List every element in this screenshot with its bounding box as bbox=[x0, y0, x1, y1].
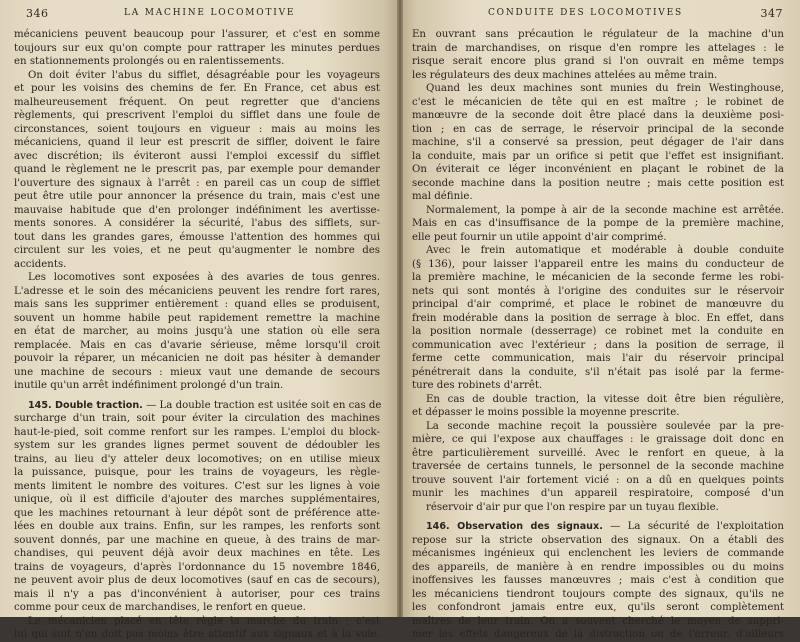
line-text: mer les effets dangereux de la distraction ou de l'erreur, d'ailleurs bbox=[412, 629, 784, 640]
line-text: tout dans les grandes gares, émousse l'attention des hommes qui bbox=[14, 231, 380, 243]
line-text: mal définie. bbox=[412, 191, 473, 202]
line-text: malheureusement fréquent. On peut regretter que d'anciens bbox=[14, 96, 380, 108]
line-text: ne peuvent avoir plus de deux locomotives (sauf en cas de secours), bbox=[14, 575, 380, 586]
text-line bbox=[412, 561, 784, 575]
text-line bbox=[14, 69, 380, 83]
line-text: des appareils, de manière à en rendre impossibles ou du moins bbox=[412, 561, 784, 573]
text-line bbox=[412, 69, 784, 83]
line-text: elle peut fournir un utile appoint d'air comprimé. bbox=[412, 231, 667, 243]
text-line bbox=[14, 615, 380, 629]
text-line bbox=[412, 190, 784, 204]
line-text: mécanismes ingénieux qui enclenchent les leviers de commande bbox=[412, 548, 784, 559]
text-line bbox=[412, 28, 784, 42]
text-line bbox=[412, 82, 784, 96]
text-line bbox=[14, 547, 380, 561]
text-line bbox=[14, 244, 380, 258]
text-line bbox=[412, 217, 784, 231]
line-text: En cas de double traction, la vitesse doit être bien régulière, bbox=[426, 393, 784, 405]
line-text: mais sans les supprimer entièrement : quand elles se produisent, bbox=[14, 299, 380, 310]
text-line bbox=[412, 534, 784, 548]
text-line bbox=[412, 615, 784, 629]
line-text: La seconde machine reçoit la poussière soulevée par la pre- bbox=[426, 420, 784, 432]
line-text: ments limitent le nombre des voitures. C'est sur les lignes à voie bbox=[14, 480, 380, 492]
line-text: une machine de secours : mieux vaut une demande de secours bbox=[14, 366, 380, 378]
line-text: L'adresse et le soin des mécaniciens peuvent les rendre fort rares, bbox=[14, 285, 380, 297]
line-text: accidents. bbox=[14, 258, 67, 270]
text-line bbox=[14, 352, 380, 366]
text-line bbox=[412, 136, 784, 150]
text-line bbox=[14, 399, 380, 413]
line-text: On doit éviter l'abus du sifflet, désagréable pour les voyageurs bbox=[28, 69, 380, 81]
text-line bbox=[412, 447, 784, 461]
line-text: tion ; en cas de serrage, le réservoir principal de la seconde bbox=[412, 123, 784, 135]
text-line bbox=[412, 312, 784, 326]
text-line bbox=[412, 123, 784, 137]
line-text: On éviterait ce léger inconvénient en plaçant le robinet de la bbox=[412, 164, 784, 175]
left-page-header bbox=[26, 7, 381, 23]
line-text: manœuvre de la seconde doit être placé dans la deuxième posi- bbox=[412, 110, 784, 121]
text-line bbox=[412, 258, 784, 272]
text-line bbox=[14, 480, 380, 494]
line-text: la première machine, le mécanicien de la seconde ferme les robi- bbox=[412, 272, 784, 283]
line-text: Quand les deux machines sont munies du frein Westinghouse, bbox=[426, 83, 784, 94]
line-text: comme pour ceux de marchandises, le renfort en queue. bbox=[14, 602, 306, 613]
line-text: avec discrétion; ils éviteront aussi l'emploi excessif du sifflet bbox=[14, 150, 380, 162]
line-text: risque serait encore plus grand si l'on ouvrait en même temps bbox=[412, 56, 784, 67]
line-text: en stationnements prolongés ou en ralentissements. bbox=[14, 56, 285, 67]
line-text: haut-le-pied, soit comme renfort sur les rampes. L'emploi du block- bbox=[14, 426, 380, 438]
text-line bbox=[14, 190, 380, 204]
line-text: communication avec l'extérieur ; dans la position de serrage, il bbox=[412, 339, 784, 351]
text-line bbox=[14, 379, 380, 393]
line-text: lées en double aux trains. Enfin, sur les rampes, les renforts sont bbox=[14, 521, 380, 532]
line-text: machine, s'il a conservé sa pression, peut dégager de l'air dans bbox=[412, 137, 784, 148]
line-text: la position normale (desserrage) ce robinet met la conduite en bbox=[412, 326, 784, 337]
left-page-body bbox=[14, 28, 380, 642]
line-text: system sur les grandes lignes permet souvent de dédoubler les bbox=[14, 440, 380, 451]
text-line bbox=[412, 231, 784, 245]
line-text: que les machines retournant à leur dépôt sont de préférence atte- bbox=[14, 507, 380, 519]
text-line bbox=[14, 258, 380, 272]
line-text: les régulateurs des deux machines attelées au même train. bbox=[412, 69, 718, 81]
line-text: Les locomotives sont exposées à des avaries de tous genres. bbox=[28, 272, 380, 283]
text-line bbox=[14, 177, 380, 191]
book-gutter bbox=[397, 0, 403, 617]
text-line bbox=[412, 433, 784, 447]
line-text: souvent un homme habile peut rapidement remettre la machine bbox=[14, 312, 380, 324]
left-page bbox=[0, 0, 400, 640]
text-line bbox=[14, 163, 380, 177]
text-line bbox=[14, 561, 380, 575]
line-text: trouve souvent l'air fortement vicié : on a dû en quelques points bbox=[412, 474, 784, 486]
text-line bbox=[412, 406, 784, 420]
text-line bbox=[412, 163, 784, 177]
line-text: principal d'air comprimé, et place le robinet de manœuvre du bbox=[412, 299, 784, 310]
text-line bbox=[14, 109, 380, 123]
line-text: en état de marcher, au moins jusqu'à une station où elle sera bbox=[14, 326, 380, 337]
text-line bbox=[412, 460, 784, 474]
line-text: mécaniciens, quand il leur est prescrit de siffler, doivent le faire bbox=[14, 137, 380, 148]
text-line bbox=[412, 55, 784, 69]
text-line bbox=[14, 453, 380, 467]
line-text: Avec le frein automatique et modérable à double conduite bbox=[426, 245, 784, 256]
text-line bbox=[412, 298, 784, 312]
line-text: — La sécurité de l'exploitation bbox=[602, 521, 784, 532]
line-text: la conduite, mais par un orifice si petit que l'effet est insignifiant. bbox=[412, 150, 784, 162]
left-page-number: 346 bbox=[26, 7, 49, 20]
text-line bbox=[412, 628, 784, 642]
line-text: mière, ce qui l'expose aux chauffages : le graissage doit donc en bbox=[412, 434, 784, 445]
text-line bbox=[412, 352, 784, 366]
text-line bbox=[412, 420, 784, 434]
text-line bbox=[14, 466, 380, 480]
text-line bbox=[412, 588, 784, 602]
text-line bbox=[412, 325, 784, 339]
text-line bbox=[14, 42, 380, 56]
line-text: mauvaise habitude que d'en prolonger indéfiniment les avertisse- bbox=[14, 204, 380, 216]
text-line bbox=[412, 204, 784, 218]
text-line bbox=[412, 393, 784, 407]
right-page-body bbox=[412, 28, 784, 642]
text-line bbox=[14, 439, 380, 453]
text-line bbox=[412, 177, 784, 191]
line-text: circonstances, soient toujours en vigueur : mais au moins les bbox=[14, 123, 380, 135]
text-line bbox=[412, 501, 784, 515]
line-text: Le mécanicien placé en tête règle la marche du train ; c'est bbox=[28, 615, 380, 627]
text-line bbox=[412, 520, 784, 534]
left-running-head: LA MACHINE LOCOMOTIVE bbox=[124, 8, 296, 18]
text-line bbox=[412, 601, 784, 615]
line-text: ture des robinets d'arrêt. bbox=[412, 380, 543, 391]
line-text: Normalement, la pompe à air de la seconde machine est arrêtée. bbox=[426, 204, 784, 216]
line-text: — La double traction est usitée soit en cas de bbox=[142, 399, 382, 411]
text-line bbox=[14, 55, 380, 69]
right-page-header bbox=[428, 7, 783, 23]
right-running-head: CONDUITE DES LOCOMOTIVES bbox=[488, 8, 683, 18]
line-text: circulent sur les voies, et ne peut qu'augmenter le nombre des bbox=[14, 245, 380, 256]
text-line bbox=[14, 123, 380, 137]
text-line bbox=[14, 520, 380, 534]
text-line bbox=[412, 96, 784, 110]
line-text: pouvoir la réparer, un mécanicien ne doit pas hésiter à demander bbox=[14, 353, 380, 364]
line-text: seconde machine dans la position neutre ; mais cette position est bbox=[412, 177, 784, 189]
line-text: chandises, qui peuvent déjà avoir deux machines en tête. Les bbox=[14, 548, 380, 559]
text-line bbox=[14, 217, 380, 231]
text-line bbox=[14, 339, 380, 353]
line-text: frein modérable dans la position de serrage à bloc. En effet, dans bbox=[412, 312, 784, 324]
text-line bbox=[14, 574, 380, 588]
line-text: mais il n'y a pas d'inconvénient à autoriser, pour ces trains bbox=[14, 588, 380, 600]
line-text: (§ 136), pour laisser l'appareil entre les mains du conducteur de bbox=[412, 258, 784, 270]
line-text: ments sonores. A considérer la sécurité, l'abus des sifflets, sur- bbox=[14, 218, 380, 229]
line-text: traversée de certains tunnels, le personnel de la seconde machine bbox=[412, 461, 784, 472]
line-text: les confondront jamais entre eux, qu'ils seront complètement bbox=[412, 602, 784, 613]
text-line bbox=[412, 339, 784, 353]
line-text: En ouvrant sans précaution le régulateur de la machine d'un bbox=[412, 29, 784, 40]
line-text: et dépasser le moins possible la moyenne prescrite. bbox=[412, 407, 680, 418]
text-line bbox=[412, 244, 784, 258]
line-text: l'ouverture des signaux à l'arrêt : en pareil cas un coup de sifflet bbox=[14, 177, 380, 189]
line-text: peut être utile pour annoncer la présence du train, mais c'est une bbox=[14, 191, 380, 202]
text-line bbox=[14, 28, 380, 42]
line-text: pénétrerait dans la conduite, s'il n'était pas isolé par la ferme- bbox=[412, 366, 784, 378]
text-line bbox=[14, 493, 380, 507]
text-line bbox=[14, 628, 380, 642]
text-line bbox=[14, 285, 380, 299]
line-text: mécaniciens peuvent beaucoup pour l'assurer, et c'est en somme bbox=[14, 29, 380, 40]
text-line bbox=[412, 547, 784, 561]
text-line bbox=[14, 271, 380, 285]
line-text: et pour les voisins des chemins de fer. En France, cet abus est bbox=[14, 83, 380, 94]
text-line bbox=[14, 601, 380, 615]
line-text: inutile qu'un arrêt indéfiniment prolongé d'un train. bbox=[14, 380, 284, 391]
text-line bbox=[412, 474, 784, 488]
text-line bbox=[14, 298, 380, 312]
line-text: règlements, qui prescrivent l'emploi du sifflet dans une foule de bbox=[14, 110, 380, 121]
line-text: maîtres de leur train. On a souvent cherché le moyen de suppri- bbox=[412, 615, 784, 627]
text-line bbox=[14, 204, 380, 218]
text-line bbox=[14, 507, 380, 521]
line-text: c'est le mécanicien de tête qui en est maître ; le robinet de bbox=[412, 96, 784, 108]
line-text: trains de voyageurs, d'après l'ordonnance du 15 novembre 1846, bbox=[14, 561, 380, 573]
line-text: munir les machines d'un appareil respiratoire, composé d'un bbox=[412, 488, 784, 499]
text-line bbox=[412, 285, 784, 299]
line-text: réservoir d'air pur que l'on respire par un tuyau flexible. bbox=[426, 501, 719, 513]
text-line bbox=[412, 574, 784, 588]
text-line bbox=[14, 412, 380, 426]
line-text: repose sur la stricte observation des signaux. On a établi des bbox=[412, 534, 784, 546]
section-heading: 146. Observation des signaux. bbox=[426, 521, 603, 532]
line-text: nets qui sont montés à l'origine des conduites sur le réservoir bbox=[412, 285, 784, 297]
line-text: trains, au lieu d'y atteler deux locomotives; on en utilise mieux bbox=[14, 453, 380, 465]
text-line bbox=[412, 366, 784, 380]
line-text: la puissance, puisque, pour les trains de voyageurs, les règle- bbox=[14, 467, 380, 478]
line-text: Mais en cas d'insuffisance de la pompe de la première machine, bbox=[412, 218, 784, 229]
right-page-number: 347 bbox=[760, 7, 783, 20]
line-text: être particulièrement surveillé. Avec le renfort en queue, à la bbox=[412, 447, 784, 459]
text-line bbox=[14, 534, 380, 548]
text-line bbox=[14, 96, 380, 110]
text-line bbox=[412, 487, 784, 501]
text-line bbox=[14, 366, 380, 380]
text-line bbox=[412, 379, 784, 393]
text-line bbox=[14, 426, 380, 440]
text-line bbox=[14, 325, 380, 339]
text-line bbox=[14, 82, 380, 96]
line-text: inoffensives les fausses manœuvres ; mais c'est à condition que bbox=[412, 575, 784, 586]
text-line bbox=[412, 150, 784, 164]
text-line bbox=[412, 271, 784, 285]
line-text: les mécaniciens tiendront toujours compte des signaux, qu'ils ne bbox=[412, 588, 784, 600]
text-line bbox=[14, 136, 380, 150]
line-text: remplacée. Mais en cas d'avarie sérieuse, même lorsqu'il croit bbox=[14, 339, 380, 351]
line-text: ferme cette communication, mais l'air du réservoir principal bbox=[412, 353, 784, 364]
text-line bbox=[14, 150, 380, 164]
text-line bbox=[14, 231, 380, 245]
right-page bbox=[400, 0, 800, 640]
text-line bbox=[14, 312, 380, 326]
text-line bbox=[412, 42, 784, 56]
line-text: toujours sur eux qu'on compte pour rattraper les minutes perdues bbox=[14, 42, 380, 54]
line-text: quand le règlement ne le prescrit pas, par exemple pour demander bbox=[14, 164, 380, 175]
text-line bbox=[412, 109, 784, 123]
line-text: unique, où il est difficile d'ajouter des marches supplémentaires, bbox=[14, 494, 380, 505]
text-line bbox=[14, 588, 380, 602]
line-text: souvent donnés, par une machine en queue, à des trains de mar- bbox=[14, 534, 380, 546]
line-text: surcharge d'un train, soit pour éviter la circulation des machines bbox=[14, 413, 380, 424]
line-text: train de marchandises, on risque d'en rompre les attelages : le bbox=[412, 42, 784, 54]
line-text: lui qui suit n'en doit pas moins être attentif aux signaux et à la voie. bbox=[14, 629, 380, 640]
section-heading: 145. Double traction. bbox=[28, 399, 143, 411]
